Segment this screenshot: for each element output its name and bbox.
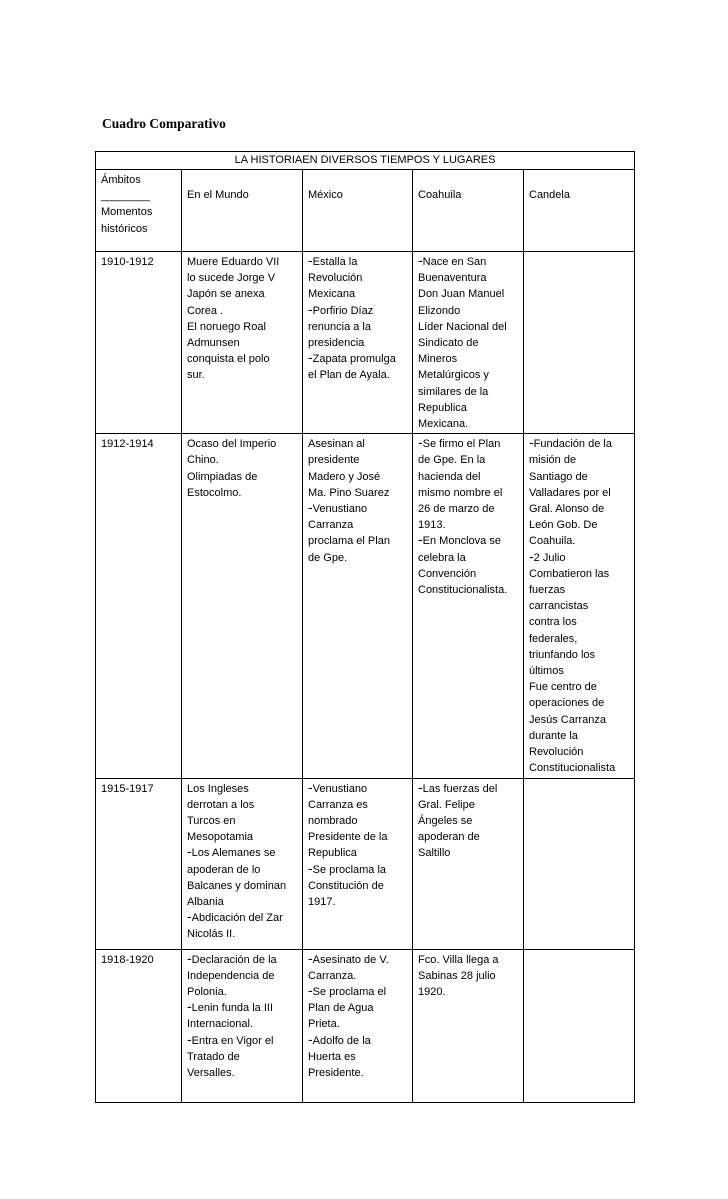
dash-marker: -: [308, 981, 313, 998]
cell-line: 1917.: [308, 895, 336, 908]
cell-line: -Los Alemanes se: [187, 843, 276, 860]
cell-line: federales,: [529, 632, 578, 645]
dash-marker: -: [187, 949, 192, 966]
dash-marker: -: [418, 252, 423, 268]
dash-marker: -: [308, 349, 313, 366]
cell-line: 1915-1917: [101, 782, 154, 795]
cell-line: Versalles.: [187, 1066, 235, 1079]
column-header-coahuila: [413, 170, 524, 252]
cell-line: 1913.: [418, 519, 446, 532]
cell-candela: [524, 434, 635, 778]
cell-line: Ma. Pino Suarez: [308, 486, 390, 499]
dash-marker: -: [418, 531, 423, 548]
cell-line: Gral. Alonso de: [529, 503, 605, 516]
cell-line: fuerzas: [529, 584, 566, 597]
column-header-label: Candela: [529, 189, 570, 201]
cell-line: -Adolfo de la: [308, 1030, 371, 1047]
dash-marker: -: [187, 998, 192, 1015]
cell-line: sur.: [187, 369, 205, 382]
cell-line: Plan de Agua: [308, 1002, 374, 1015]
cell-line: Huerta es: [308, 1050, 356, 1063]
cell-line: -Declaración de la: [187, 949, 277, 966]
cell-line: Convención: [418, 567, 477, 580]
cell-line: Elizondo: [418, 304, 461, 317]
corner-header-line: Momentos: [101, 206, 153, 219]
cell-candela: [524, 252, 635, 434]
cell-period: [96, 778, 182, 949]
cell-line: proclama el Plan: [308, 535, 390, 548]
cell-line: Asesinan al: [308, 438, 365, 451]
cell-line: Constitucionalista: [529, 762, 616, 775]
cell-line: Estocolmo.: [187, 486, 242, 499]
cell-line: contra los: [529, 616, 577, 629]
cell-line: operaciones de: [529, 697, 605, 710]
dash-marker: -: [187, 1030, 192, 1047]
cell-period: [96, 949, 182, 1102]
cell-line: -Porfirio Díaz: [308, 300, 374, 317]
cell-line: Japón se anexa: [187, 288, 265, 301]
cell-line: conquista el polo: [187, 353, 270, 366]
cell-line: apoderan de lo: [187, 863, 261, 876]
cell-line: celebra la: [418, 551, 466, 564]
cell-line: -En Monclova se: [418, 531, 501, 548]
cell-line: 1910-1912: [101, 256, 154, 268]
cell-line: Saltillo: [418, 847, 451, 860]
dash-marker: -: [308, 949, 313, 966]
cell-line: 1920.: [418, 985, 446, 998]
cell-line: 26 de marzo de: [418, 503, 495, 516]
cell-line: Santiago de: [529, 470, 588, 483]
cell-mexico: [303, 778, 413, 949]
cell-line: Metalúrgicos y: [418, 369, 489, 382]
cell-line: Coahuila.: [529, 535, 576, 548]
cell-line: Republica: [308, 847, 357, 860]
column-header-candela: [524, 170, 635, 252]
cell-line: 1918-1920: [101, 953, 154, 966]
cell-mundo: [182, 778, 303, 949]
cell-line: -2 Julio: [529, 547, 566, 564]
cell-line: Constitución de: [308, 879, 384, 892]
cell-line: Revolución: [308, 272, 363, 285]
cell-line: hacienda del: [418, 470, 481, 483]
table-header-row: [96, 170, 635, 252]
cell-line: Valladares por el: [529, 486, 611, 499]
cell-line: apoderan de: [418, 831, 480, 844]
cell-line: Nicolás II.: [187, 928, 236, 941]
cell-line: El noruego Roal: [187, 320, 266, 333]
corner-header-cell: [96, 170, 182, 252]
cell-line: Balcanes y dominan: [187, 879, 287, 892]
cell-period: [96, 252, 182, 434]
column-header-mexico: [303, 170, 413, 252]
table-row: [96, 778, 635, 949]
cell-line: Independencia de: [187, 969, 275, 982]
cell-line: triunfando los: [529, 648, 596, 661]
cell-line: -Entra en Vigor el: [187, 1030, 274, 1047]
cell-line: Mexicana.: [418, 418, 469, 431]
dash-marker: -: [187, 843, 192, 860]
cell-mexico: [303, 949, 413, 1102]
cell-line: Ángeles se: [418, 814, 473, 827]
cell-line: el Plan de Ayala.: [308, 369, 390, 382]
cell-line: Turcos en: [187, 814, 236, 827]
cell-line: Sindicato de: [418, 337, 479, 350]
cell-line: Sabinas 28 julio: [418, 969, 496, 982]
cell-line: -Nace en San: [418, 252, 487, 268]
cell-line: durante la: [529, 729, 578, 742]
cell-line: -Las fuerzas del: [418, 778, 498, 795]
cell-line: -Asesinato de V.: [308, 949, 389, 966]
cell-line: Chino.: [187, 454, 219, 467]
cell-line: Presidente.: [308, 1066, 364, 1079]
dash-marker: -: [529, 547, 534, 564]
cell-line: presidencia: [308, 337, 365, 350]
cell-line: de Gpe.: [308, 551, 348, 564]
cell-line: lo sucede Jorge V: [187, 272, 276, 285]
cell-line: Ocaso del Imperio: [187, 438, 277, 451]
cell-line: Constitucionalista.: [418, 584, 508, 597]
cell-line: Combatieron las: [529, 567, 610, 580]
cell-line: similares de la: [418, 385, 489, 398]
cell-line: carrancistas: [529, 600, 589, 613]
cell-line: Gral. Felipe: [418, 798, 475, 811]
cell-line: Republica: [418, 401, 467, 414]
cell-line: -Fundación de la: [529, 434, 612, 451]
dash-marker: -: [308, 778, 313, 795]
cell-line: misión de: [529, 454, 577, 467]
cell-mexico: [303, 434, 413, 778]
cell-line: últimos: [529, 665, 564, 678]
cell-mexico: [303, 252, 413, 434]
corner-header-line: ________: [101, 190, 150, 203]
cell-line: Líder Nacional del: [418, 320, 507, 333]
dash-marker: -: [308, 1030, 313, 1047]
cell-line: Internacional.: [187, 1018, 254, 1031]
cell-coahuila: [413, 252, 524, 434]
table-row: [96, 949, 635, 1102]
dash-marker: -: [418, 434, 423, 451]
cell-line: mismo nombre el: [418, 486, 503, 499]
dash-marker: -: [308, 499, 313, 516]
cell-line: 1912-1914: [101, 438, 154, 451]
dash-marker: -: [529, 434, 534, 451]
cell-mundo: [182, 949, 303, 1102]
table-row: [96, 434, 635, 778]
cell-line: presidente: [308, 454, 360, 467]
table-row: [96, 252, 635, 434]
table-body: [96, 252, 635, 1103]
cell-line: Prieta.: [308, 1018, 340, 1031]
column-header-mundo: [182, 170, 303, 252]
cell-line: Buenaventura: [418, 272, 487, 285]
dash-marker: -: [308, 300, 313, 317]
cell-line: Admunsen: [187, 337, 240, 350]
cell-line: Tratado de: [187, 1050, 240, 1063]
corner-header-line: Ámbitos: [101, 174, 141, 186]
dash-marker: -: [187, 908, 192, 925]
cell-line: -Venustiano: [308, 499, 368, 516]
cell-line: Presidente de la: [308, 831, 388, 844]
cell-line: -Se proclama la: [308, 859, 387, 876]
document-title: Cuadro Comparativo: [102, 116, 226, 131]
cell-line: Mesopotamia: [187, 831, 254, 844]
cell-coahuila: [413, 434, 524, 778]
table-title: LA HISTORIAEN DIVERSOS TIEMPOS Y LUGARES: [96, 152, 635, 170]
cell-line: Revolución: [529, 746, 584, 759]
cell-candela: [524, 949, 635, 1102]
cell-line: Olimpiadas de: [187, 470, 258, 483]
dash-marker: -: [418, 778, 423, 795]
cell-line: -Estalla la: [308, 252, 358, 268]
cell-line: Carranza es: [308, 798, 368, 811]
cell-line: Don Juan Manuel: [418, 288, 505, 301]
cell-coahuila: [413, 778, 524, 949]
column-header-label: En el Mundo: [187, 189, 249, 201]
cell-candela: [524, 778, 635, 949]
cell-coahuila: [413, 949, 524, 1102]
cell-line: -Venustiano: [308, 778, 368, 795]
cell-line: -Lenin funda la III: [187, 998, 274, 1015]
cell-mundo: [182, 252, 303, 434]
column-header-label: Coahuila: [418, 189, 462, 201]
cell-line: nombrado: [308, 814, 358, 827]
cell-line: Jesús Carranza: [529, 713, 607, 726]
cell-line: Madero y José: [308, 470, 381, 483]
corner-header-line: históricos: [101, 222, 148, 235]
cell-line: -Abdicación del Zar: [187, 908, 283, 925]
table-title-row: [96, 152, 635, 170]
cell-line: -Zapata promulga: [308, 349, 396, 366]
cell-line: renuncia a la: [308, 320, 371, 333]
cell-line: -Se proclama el: [308, 981, 387, 998]
cell-line: Carranza: [308, 519, 354, 532]
dash-marker: -: [308, 859, 313, 876]
cell-mundo: [182, 434, 303, 778]
column-header-label: México: [308, 189, 343, 201]
dash-marker: -: [308, 252, 313, 268]
cell-line: Albania: [187, 895, 224, 908]
cell-line: Fco. Villa llega a: [418, 953, 499, 966]
cell-line: Los Ingleses: [187, 782, 249, 795]
cell-line: Fue centro de: [529, 681, 597, 694]
cell-line: Mineros: [418, 353, 458, 366]
cell-line: de Gpe. En la: [418, 454, 486, 467]
cell-line: derrotan a los: [187, 798, 255, 811]
cell-line: Carranza.: [308, 969, 357, 982]
cell-line: Mexicana: [308, 288, 356, 301]
cell-line: León Gob. De: [529, 519, 598, 532]
cell-period: [96, 434, 182, 778]
cell-line: Polonia.: [187, 985, 227, 998]
cell-line: Muere Eduardo VII: [187, 256, 280, 268]
comparison-table: [95, 151, 635, 1103]
cell-line: Corea .: [187, 304, 224, 317]
cell-line: -Se firmo el Plan: [418, 434, 501, 451]
